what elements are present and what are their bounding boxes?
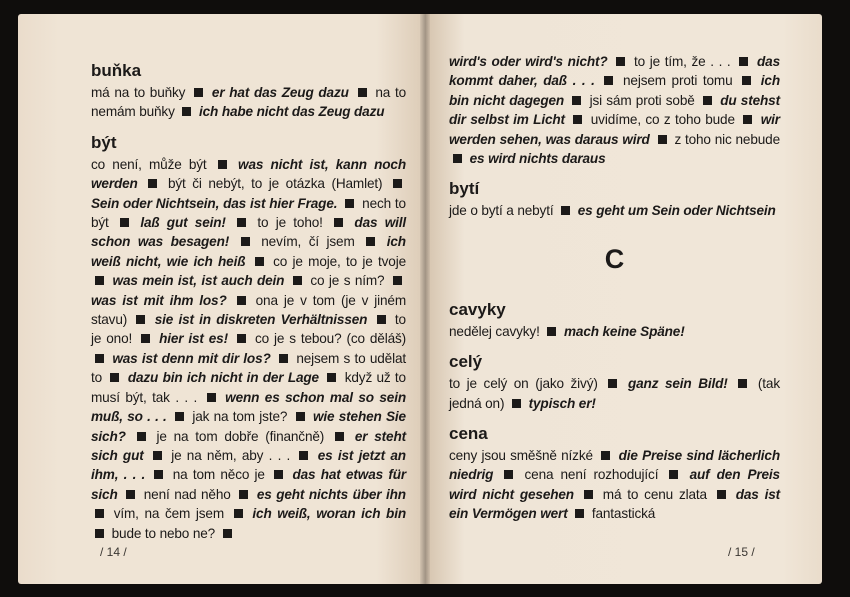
czech-phrase: nedělej cavyky! xyxy=(449,323,540,339)
separator-square-icon xyxy=(296,412,305,421)
czech-phrase: (tak jedná on) xyxy=(449,376,780,411)
czech-phrase: co je s tebou? (co děláš) xyxy=(254,331,407,347)
czech-phrase: na to nemám buňky xyxy=(91,85,406,120)
german-phrase: das kommt daher, daß . . . xyxy=(449,54,780,89)
separator-square-icon xyxy=(393,276,402,285)
german-phrase: ganz sein Bild! xyxy=(627,376,728,392)
separator-square-icon xyxy=(561,206,570,215)
separator-square-icon xyxy=(234,509,243,518)
separator-square-icon xyxy=(575,509,584,518)
czech-phrase: to je celý on (jako živý) xyxy=(449,376,598,392)
separator-square-icon xyxy=(743,115,752,124)
separator-square-icon xyxy=(141,334,150,343)
separator-square-icon xyxy=(237,334,246,343)
czech-phrase: jde o bytí a nebytí xyxy=(449,203,554,219)
czech-phrase: to je toho! xyxy=(257,215,323,231)
separator-square-icon xyxy=(584,490,593,499)
separator-square-icon xyxy=(120,218,129,227)
german-phrase: du stehst dir selbst im Licht xyxy=(449,92,780,128)
separator-square-icon xyxy=(703,96,712,105)
czech-phrase: to je tím, že . . . xyxy=(633,54,731,69)
czech-phrase: když už to musí být, tak . . . xyxy=(91,370,406,405)
german-phrase: es ist jetzt an ihm, . . . xyxy=(91,447,406,483)
czech-phrase: co je moje, to je tvoje xyxy=(273,253,406,269)
headword: cena xyxy=(449,424,488,444)
separator-square-icon xyxy=(153,451,162,460)
separator-square-icon xyxy=(293,276,302,285)
german-phrase: auf den Preis wird nicht gesehen xyxy=(449,467,780,502)
separator-square-icon xyxy=(377,315,386,324)
separator-square-icon xyxy=(669,470,678,479)
czech-phrase: být či nebýt, to je otázka (Hamlet) xyxy=(167,176,383,192)
entry-text xyxy=(449,374,780,413)
left-column xyxy=(91,60,406,553)
german-phrase: typisch er! xyxy=(528,395,596,411)
german-phrase: es wird nichts daraus xyxy=(469,151,606,167)
separator-square-icon xyxy=(148,179,157,188)
german-phrase: die Preise sind lächerlich niedrig xyxy=(449,448,780,483)
separator-square-icon xyxy=(207,393,216,402)
separator-square-icon xyxy=(327,373,336,382)
separator-square-icon xyxy=(738,379,747,388)
czech-phrase: ona je v tom (je v jiném stavu) xyxy=(91,292,406,328)
separator-square-icon xyxy=(504,470,513,479)
german-phrase: das ist ein Vermögen wert xyxy=(449,486,780,522)
german-phrase: es geht um Sein oder Nichtsein xyxy=(577,203,776,219)
separator-square-icon xyxy=(255,257,264,266)
german-phrase: was nicht ist, kann noch werden xyxy=(91,156,406,192)
entry-byt-continued xyxy=(449,52,780,168)
book-spine xyxy=(420,14,430,584)
separator-square-icon xyxy=(223,529,232,538)
german-phrase: was ist mit ihm los? xyxy=(91,292,227,308)
entry-text xyxy=(91,83,406,122)
czech-phrase: vím, na čem jsem xyxy=(113,506,224,522)
entry-text xyxy=(449,446,780,524)
german-phrase: wird's oder wird's nicht? xyxy=(449,54,608,69)
page-number: / 15 / xyxy=(728,545,755,559)
separator-square-icon xyxy=(154,470,163,479)
czech-phrase: uvidíme, co z toho bude xyxy=(590,112,735,128)
german-phrase: was mein ist, ist auch dein xyxy=(112,273,285,289)
german-phrase: Sein oder Nichtsein, das ist hier Frage. xyxy=(91,195,338,211)
czech-phrase: má na to buňky xyxy=(91,85,186,100)
german-phrase: wie stehen Sie sich? xyxy=(91,409,406,444)
separator-square-icon xyxy=(604,76,613,85)
german-phrase: er steht sich gut xyxy=(91,428,406,463)
separator-square-icon xyxy=(137,432,146,441)
german-phrase: laß gut sein! xyxy=(140,215,226,231)
german-phrase: es geht nichts über ihn xyxy=(256,486,406,502)
headword: cavyky xyxy=(449,299,506,319)
separator-square-icon xyxy=(182,107,191,116)
german-phrase: sie ist in diskreten Verhältnissen xyxy=(154,312,368,328)
german-phrase: ich habe nicht das Zeug dazu xyxy=(199,104,385,120)
right-page xyxy=(425,14,822,584)
separator-square-icon xyxy=(358,88,367,97)
separator-square-icon xyxy=(126,490,135,499)
german-phrase: das hat etwas für sich xyxy=(91,467,406,502)
czech-phrase: co není, může být xyxy=(91,156,207,172)
separator-square-icon xyxy=(237,296,246,305)
czech-phrase: z toho nic nebude xyxy=(674,131,780,147)
separator-square-icon xyxy=(366,237,375,246)
entry-text xyxy=(91,155,406,543)
separator-square-icon xyxy=(95,276,104,285)
german-phrase: das will schon was besagen! xyxy=(91,215,406,250)
separator-square-icon xyxy=(601,451,610,460)
separator-square-icon xyxy=(335,432,344,441)
headword: buňka xyxy=(91,61,142,80)
separator-square-icon xyxy=(616,57,625,66)
czech-phrase: ceny jsou směšně nízké xyxy=(449,448,593,464)
german-phrase: ich bin nicht dagegen xyxy=(449,73,780,108)
entry-text xyxy=(449,322,780,341)
czech-phrase: nech to být xyxy=(91,195,406,231)
separator-square-icon xyxy=(453,154,462,163)
czech-phrase: cena není rozhodující xyxy=(524,467,659,483)
czech-phrase: má to cenu zlata xyxy=(602,486,707,502)
czech-phrase: to je ono! xyxy=(91,312,406,347)
separator-square-icon xyxy=(194,88,203,97)
czech-phrase: nevím, čí jsem xyxy=(261,234,355,250)
entry-text xyxy=(449,201,780,220)
entry-bunka xyxy=(91,60,406,122)
separator-square-icon xyxy=(110,373,119,382)
entry-cavyky xyxy=(449,299,780,341)
german-phrase: mach keine Späne! xyxy=(563,323,685,339)
czech-phrase: je na tom dobře (finančně) xyxy=(156,428,325,444)
separator-square-icon xyxy=(95,529,104,538)
separator-square-icon xyxy=(95,509,104,518)
german-phrase: was ist denn mit dir los? xyxy=(112,350,271,366)
czech-phrase: fantastická xyxy=(591,506,656,522)
separator-square-icon xyxy=(279,354,288,363)
entry-text xyxy=(449,52,780,168)
german-phrase: wir werden sehen, was daraus wird xyxy=(449,112,780,147)
entry-byt xyxy=(91,132,406,543)
czech-phrase: nejsem proti tomu xyxy=(623,73,733,89)
german-phrase: er hat das Zeug dazu xyxy=(211,85,349,100)
headword: bytí xyxy=(449,179,480,199)
czech-phrase: jsi sám proti sobě xyxy=(589,92,695,108)
czech-phrase: na tom něco je xyxy=(172,467,265,483)
separator-square-icon xyxy=(241,237,250,246)
german-phrase: ich weiß nicht, wie ich heiß xyxy=(91,234,406,269)
separator-square-icon xyxy=(658,135,667,144)
separator-square-icon xyxy=(717,490,726,499)
separator-square-icon xyxy=(547,327,556,336)
czech-phrase: nejsem s to udělat to xyxy=(91,350,407,386)
czech-phrase: je na něm, aby . . . xyxy=(171,447,291,463)
separator-square-icon xyxy=(573,115,582,124)
czech-phrase: není nad něho xyxy=(143,486,231,502)
left-page xyxy=(18,14,425,584)
separator-square-icon xyxy=(512,399,521,408)
entry-cely xyxy=(449,351,780,413)
separator-square-icon xyxy=(95,354,104,363)
german-phrase: dazu bin ich nicht in der Lage xyxy=(127,370,319,386)
entry-cena xyxy=(449,423,780,524)
czech-phrase: jak na tom jste? xyxy=(192,409,288,425)
separator-square-icon xyxy=(274,470,283,479)
separator-square-icon xyxy=(334,218,343,227)
separator-square-icon xyxy=(136,315,145,324)
separator-square-icon xyxy=(393,179,402,188)
separator-square-icon xyxy=(572,96,581,105)
separator-square-icon xyxy=(345,199,354,208)
separator-square-icon xyxy=(237,218,246,227)
german-phrase: wenn es schon mal so sein muß, so . . . xyxy=(91,389,406,425)
separator-square-icon xyxy=(175,412,184,421)
right-column xyxy=(449,52,780,534)
czech-phrase: co je s ním? xyxy=(310,273,385,289)
page-number: / 14 / xyxy=(100,545,127,559)
separator-square-icon xyxy=(239,490,248,499)
german-phrase: hier ist es! xyxy=(159,331,228,347)
separator-square-icon xyxy=(608,379,617,388)
headword: celý xyxy=(449,352,483,372)
separator-square-icon xyxy=(218,160,227,169)
section-letter: C xyxy=(604,243,625,274)
separator-square-icon xyxy=(739,57,748,66)
separator-square-icon xyxy=(742,76,751,85)
entry-byti xyxy=(449,178,780,220)
german-phrase: ich weiß, woran ich bin xyxy=(252,506,406,522)
czech-phrase: bude to nebo ne? xyxy=(111,525,216,541)
headword: být xyxy=(91,132,117,152)
separator-square-icon xyxy=(299,451,308,460)
